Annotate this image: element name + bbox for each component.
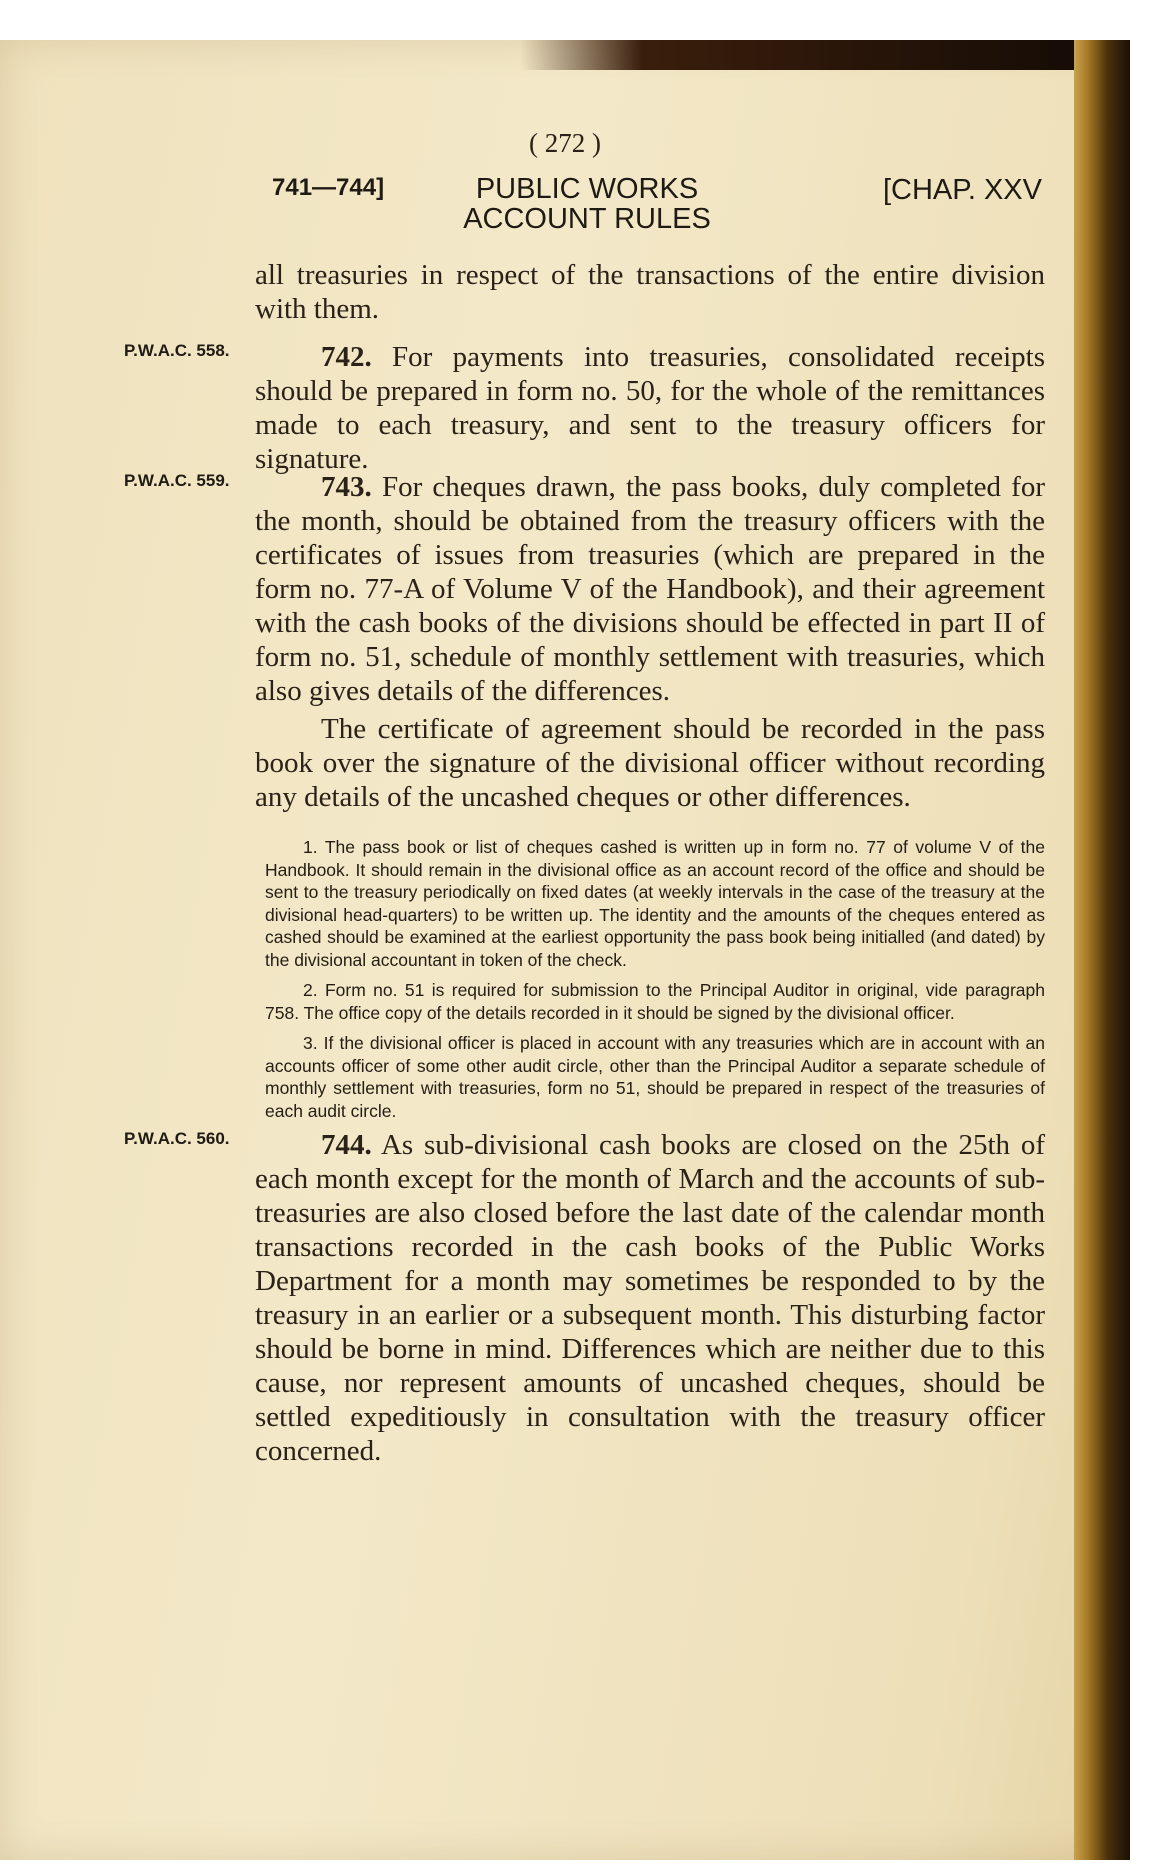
top-edge-shadow: [520, 40, 1130, 70]
paragraph-743-continued: [255, 712, 1045, 814]
running-head-chapter: [CHAP. XXV: [882, 174, 1042, 206]
note-2: 2. Form no. 51 is required for submission to the Principal Auditor in original, vide paragraph 758. The office copy of the details recorded in it should be signed by the divisional officer.: [265, 980, 1045, 1023]
paragraph-text: For payments into treasuries, consolidated receipts should be prepared in form no. 50, for the whole of the remittances made to each treasury, and sent to the treasury officers for signature.: [255, 341, 1045, 475]
continuation-text: [255, 258, 1045, 326]
note-1: 1. The pass book or list of cheques cashed is written up in form no. 77 of volume V of the Handbook. It should remain in the divisional office as an account record of the office and should be sent to the treasury periodically on fixed dates (at weekly intervals in the case of the treasury at the divisional head-quarters) to be written up. The identity and the amounts of the cheques entered as cashed should be examined at the earliest opportunity the pass book being initialled (and dated) by the divisional accountant in token of the check.: [265, 837, 1045, 970]
paragraph-number: 743.: [321, 471, 372, 503]
note-3: 3. If the divisional officer is placed in account with any treasuries which are in account with an accounts officer of some other audit circle, other than the Principal Auditor a separate schedule of monthly settlement with treasuries, form no 51, should be prepared in respect of the treasuries of each audit circle.: [265, 1033, 1045, 1121]
footnotes: [265, 836, 1045, 1130]
continuation-paragraph: all treasuries in respect of the transactions of the entire division with them.: [255, 259, 1045, 325]
paragraph-743: [255, 470, 1045, 708]
page-binding-edge: [1074, 40, 1130, 1860]
margin-ref-742: P.W.A.C. 558.: [124, 341, 230, 360]
paragraph-number: 742.: [321, 341, 372, 373]
running-head-title: PUBLIC WORKS ACCOUNT RULES: [463, 173, 711, 235]
paragraph-744: [255, 1128, 1045, 1468]
running-head-range: 741—744]: [272, 174, 385, 201]
paragraph-number: 744.: [321, 1129, 372, 1161]
book-page: [0, 40, 1130, 1860]
paragraph-text: As sub-divisional cash books are closed on the 25th of each month except for the month of March and the accounts of sub-treasuries are also closed before the last date of the calendar month transactions recorded in the cash books of the Public Works Department for a month may sometimes be responded to by the treasury in an earlier or a subsequent month. This disturbing factor should be borne in mind. Differences which are neither due to this cause, nor represent amounts of uncashed cheques, should be settled expeditiously in consultation with the treasury officer concerned.: [255, 1129, 1045, 1467]
paragraph-text: The certificate of agreement should be recorded in the pass book over the signature of the divisional officer without recording any details of the uncashed cheques or other differences.: [255, 713, 1045, 813]
paragraph-742: [255, 340, 1045, 476]
page-number: ( 272 ): [529, 128, 601, 158]
paragraph-text: For cheques drawn, the pass books, duly completed for the month, should be obtained from the treasury officers with the certificates of issues from treasuries (which are prepared in the form no. 77-A of Volume V of the Handbook), and their agreement with the cash books of the divisions should be effected in part II of form no. 51, schedule of monthly settlement with treasuries, which also gives details of the differences.: [255, 471, 1045, 707]
margin-ref-743: P.W.A.C. 559.: [124, 471, 230, 490]
margin-ref-744: P.W.A.C. 560.: [124, 1129, 230, 1148]
